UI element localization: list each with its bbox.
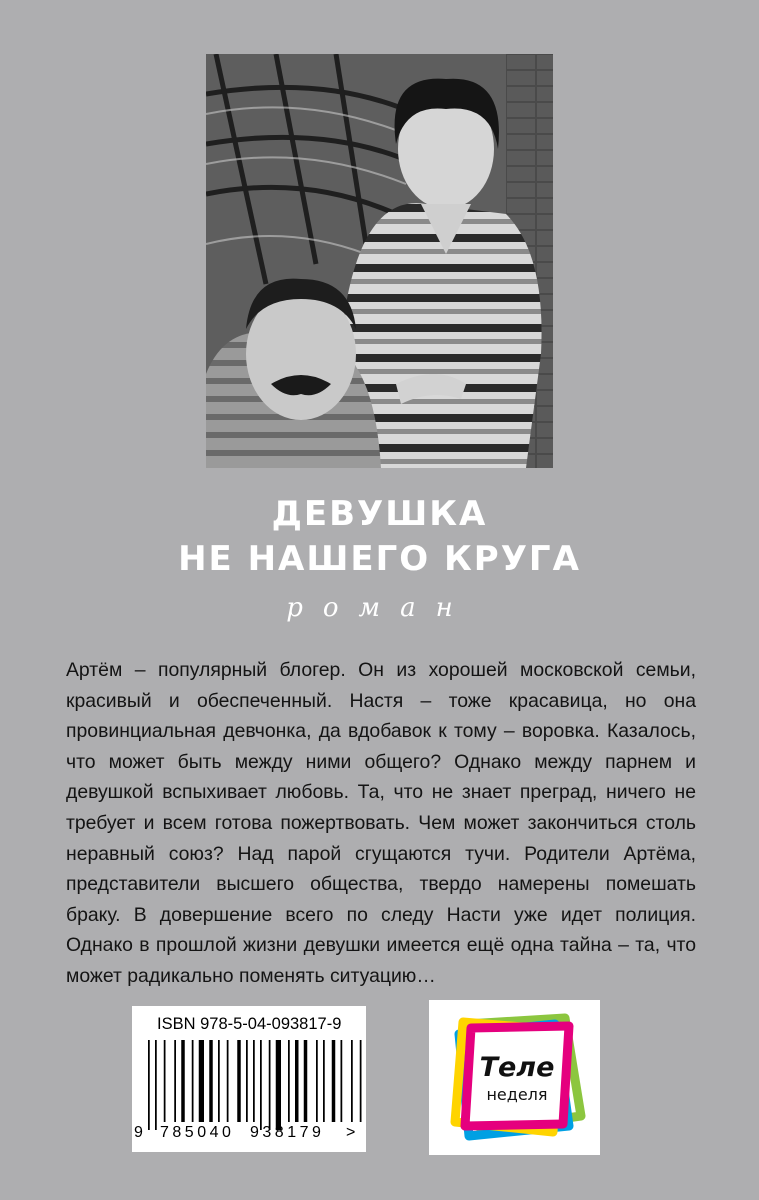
barcode-bar [260, 1040, 262, 1130]
book-annotation: Артём – популярный блогер. Он из хорошей московской семьи, красивый и обеспеченный. Настя – тоже красавица, но она провинциальная девчонка, да вдобавок к тому – воровка. Казалось, что может быть между ними общего? Однако между парнем и девушкой вспыхивает любовь. Та, что не знает преград, ничего не требует и всем готова пожертвовать. Чем может закончиться столь неравный союз? Над парой сгущаются тучи. Родители Артёма, представители высшего общества, твердо намерены помешать браку. В довершение всего по следу Насти уже идет полиция. Однако в прошлой жизни девушки имеется ещё одна тайна – та, что может радикально поменять ситуацию… [66, 659, 696, 987]
barcode-digits-left: 785040 [160, 1124, 235, 1141]
isbn-barcode [132, 1006, 366, 1152]
barcode-bar [332, 1040, 336, 1122]
barcode-bar [323, 1040, 325, 1122]
barcode-bar [253, 1040, 255, 1122]
barcode-bar [209, 1040, 213, 1122]
barcode-bar [218, 1040, 220, 1122]
barcode-digits-right: 938179 [250, 1124, 325, 1141]
barcode-bar [181, 1040, 185, 1122]
barcode-bar [304, 1040, 308, 1122]
barcode-bar [174, 1040, 176, 1122]
barcode-bar [316, 1040, 318, 1122]
barcode-bar [237, 1040, 241, 1122]
barcode-bar [295, 1040, 299, 1122]
isbn-number: ISBN 978-5-04-093817-9 [157, 1015, 342, 1033]
barcode-bar [246, 1040, 248, 1122]
tele-nedelya-logo [429, 1000, 600, 1155]
barcode-bar [276, 1040, 281, 1130]
book-title-line-1: ДЕВУШКА [271, 494, 488, 534]
barcode-bar [164, 1040, 166, 1122]
barcode-bar [360, 1040, 362, 1122]
barcode-bar [155, 1040, 157, 1130]
barcode-bar [288, 1040, 290, 1122]
barcode-bar [227, 1040, 229, 1122]
barcode-bar [341, 1040, 343, 1122]
logo-word-nedelya: неделя [486, 1085, 548, 1104]
barcode-bar [269, 1040, 271, 1130]
author-photo [206, 54, 553, 468]
logo-word-tele: Теле [479, 1052, 555, 1083]
barcode-digit-first: 9 [134, 1124, 143, 1141]
barcode-bar [192, 1040, 194, 1122]
book-title-line-2: НЕ НАШЕГО КРУГА [178, 539, 581, 579]
author-photo-illustration [206, 54, 553, 468]
book-genre: роман [286, 593, 473, 623]
barcode-quiet-zone-mark: > [346, 1124, 356, 1141]
barcode-bar [199, 1040, 204, 1122]
barcode-bar [351, 1040, 353, 1122]
barcode-bar [148, 1040, 150, 1130]
